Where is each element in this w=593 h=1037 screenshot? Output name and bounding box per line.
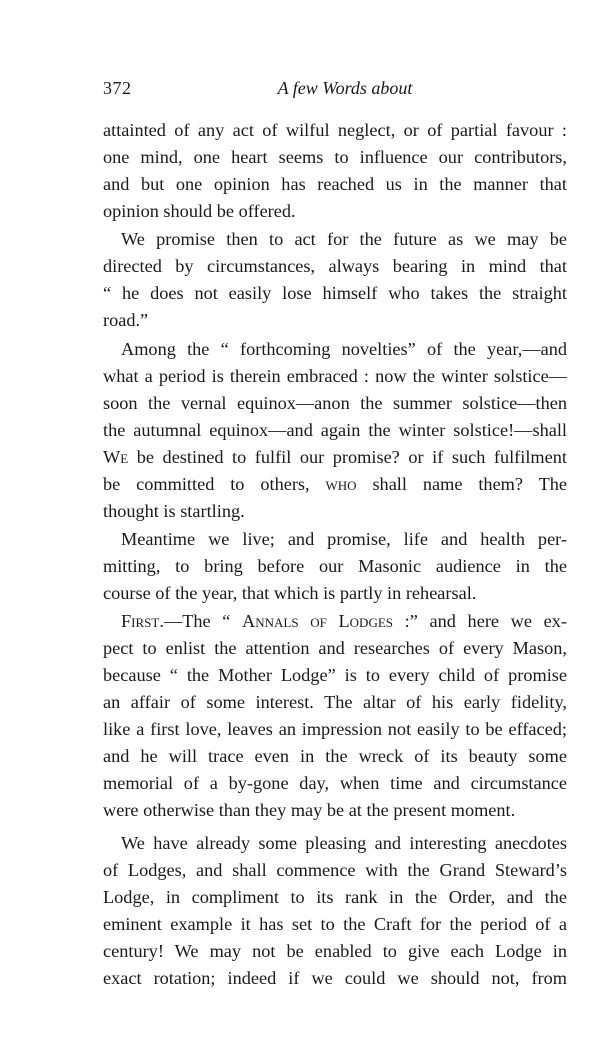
text-line: “ he does not easily lose himself who takes the straight <box>103 283 567 303</box>
text-line: First.—The “ Annals of Lodges :” and here we ex- <box>121 611 567 631</box>
text-line: soon the vernal equinox—anon the summer solstice—then <box>103 393 567 413</box>
page-number: 372 <box>103 78 132 98</box>
paragraph-first-annals <box>103 608 567 824</box>
text-line: road.” <box>103 310 149 330</box>
text-line: Meantime we live; and promise, life and health per- <box>121 529 567 549</box>
text-line: Among the “ forthcoming novelties” of the year,—and <box>121 339 567 359</box>
text-line: one mind, one heart seems to influence our contributors, <box>103 147 567 167</box>
paragraph-novelties <box>103 336 567 525</box>
text-line: because “ the Mother Lodge” is to every child of promise <box>103 665 567 685</box>
text-line: thought is startling. <box>103 501 245 521</box>
paragraph-anecdotes <box>103 830 567 992</box>
text-line: of Lodges, and shall commence with the Grand Steward’s <box>103 860 567 880</box>
body-text <box>103 117 567 992</box>
paragraph-continuation <box>103 117 567 225</box>
page-header <box>103 78 567 104</box>
paragraph-meantime <box>103 526 567 607</box>
text-line: course of the year, that which is partly in rehearsal. <box>103 583 477 603</box>
text-line: memorial of a by-gone day, when time and circumstance <box>103 773 567 793</box>
text-line-rest: be destined to fulfil our promise? or if such fulfilment <box>136 447 567 467</box>
text-line: were otherwise than they may be at the present moment. <box>103 800 516 820</box>
text-line: attainted of any act of wilful neglect, or of partial favour : <box>103 120 567 140</box>
text-line: be committed to others, who shall name them? The <box>103 474 567 494</box>
text-line: what a period is therein embraced : now the winter solstice— <box>103 366 567 386</box>
text-line: We have already some pleasing and interesting anecdotes <box>121 833 567 853</box>
text-line: Lodge, in compliment to its rank in the Order, and the <box>103 887 567 907</box>
running-head: A few Words about <box>277 78 413 98</box>
text-line: exact rotation; indeed if we could we should not, from <box>103 968 567 988</box>
text-line: opinion should be offered. <box>103 201 296 221</box>
paragraph-promise <box>103 226 567 334</box>
text-line: an affair of some interest. The altar of his early fidelity, <box>103 692 567 712</box>
text-line: directed by circumstances, always bearing in mind that <box>103 256 567 276</box>
text-line: mitting, to bring before our Masonic audience in the <box>103 556 567 576</box>
text-line: and but one opinion has reached us in the manner that <box>103 174 567 194</box>
text-line: like a first love, leaves an impression not easily to be effaced; <box>103 719 567 739</box>
text-line: the autumnal equinox—and again the winter solstice!—shall <box>103 420 567 440</box>
text-line: pect to enlist the attention and researches of every Mason, <box>103 638 567 658</box>
text-line: and he will trace even in the wreck of its beauty some <box>103 746 567 766</box>
text-line: eminent example it has set to the Craft for the period of a <box>103 914 567 934</box>
text-line: We promise then to act for the future as we may be <box>121 229 567 249</box>
we-smallcaps: We <box>103 447 129 467</box>
text-line-we <box>103 444 567 471</box>
text-line: century! We may not be enabled to give each Lodge in <box>103 941 567 961</box>
